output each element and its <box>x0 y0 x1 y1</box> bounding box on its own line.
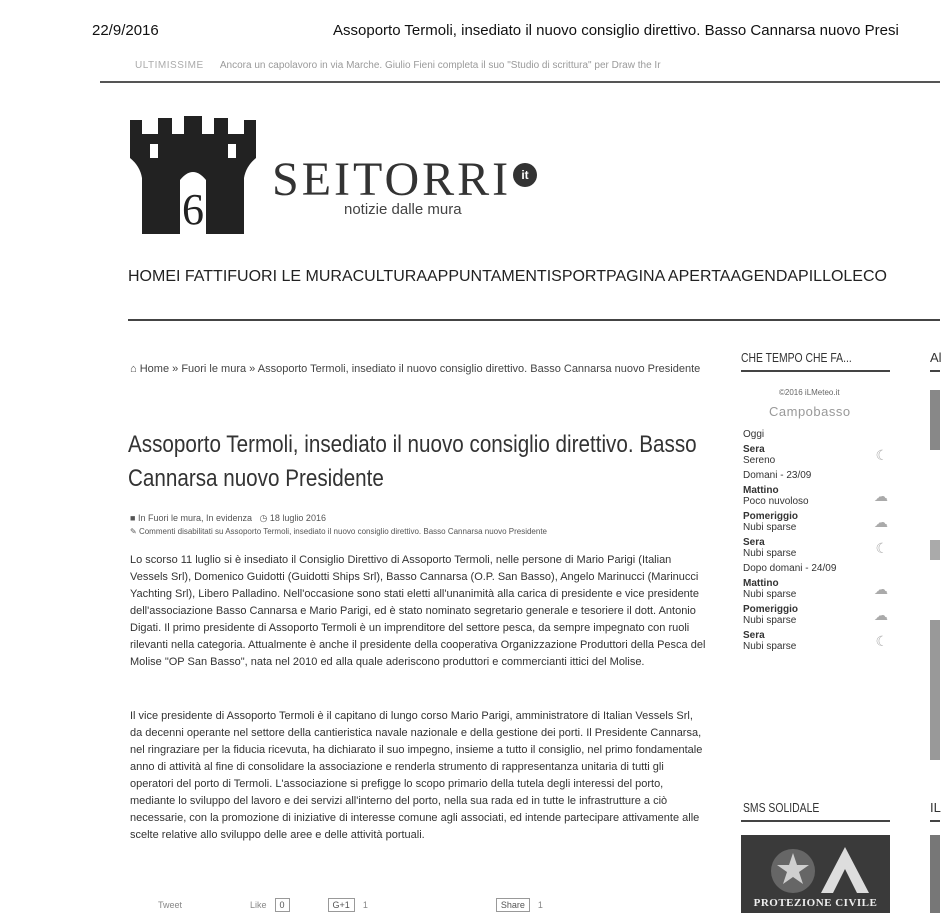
protezione-civile-label: PROTEZIONE CIVILE <box>753 897 878 909</box>
weather-widget-title: CHE TEMPO CHE FA... <box>741 350 852 365</box>
like-count: 0 <box>275 898 290 912</box>
right-column-title: Al <box>930 350 942 365</box>
article-categories[interactable]: In Fuori le mura, In evidenza <box>137 513 253 523</box>
nav-item[interactable]: CULTURA <box>352 268 427 285</box>
article-date: 18 luglio 2016 <box>269 513 326 523</box>
nav-item[interactable]: HOME <box>128 268 176 285</box>
forecast-time: Sera <box>743 630 765 641</box>
ticker-label: ULTIMISSIME <box>135 60 204 71</box>
forecast-slot <box>743 511 888 533</box>
right-column-image[interactable] <box>930 620 940 760</box>
cloud-moon-icon: ☾ <box>875 539 888 556</box>
article-title: Assoporto Termoli, insediato il nuovo consiglio direttivo. Basso Cannarsa nuovo Presidente <box>128 431 697 492</box>
forecast-description: Nubi sparse <box>743 641 797 652</box>
right-column-image[interactable] <box>930 540 940 560</box>
forecast-day-label: Oggi <box>743 429 765 440</box>
svg-text:6: 6 <box>182 185 204 234</box>
breadcrumb-section[interactable]: Fuori le mura <box>181 363 247 375</box>
forecast-time: Pomeriggio <box>743 511 799 522</box>
brand-domain-badge: it <box>513 163 537 187</box>
right-column-image[interactable] <box>930 390 940 450</box>
news-ticker[interactable] <box>135 60 661 71</box>
forecast-slot <box>743 537 888 559</box>
nav-item[interactable]: AGENDA <box>730 268 799 285</box>
share-button[interactable]: Share <box>496 898 530 912</box>
forecast-time: Sera <box>743 444 765 455</box>
navigation-divider <box>128 319 940 321</box>
forecast-time: Mattino <box>743 485 779 496</box>
main-navigation <box>128 268 940 320</box>
folder-icon: ■ <box>130 513 136 523</box>
brand-name[interactable]: SEITORRI <box>272 153 512 206</box>
cloud-icon: ☁ <box>874 513 888 530</box>
brand-tagline: notizie dalle mura <box>344 201 462 218</box>
nav-item[interactable]: PAGINA APERTA <box>605 268 731 285</box>
right-column-title: IL <box>930 800 941 815</box>
weather-copyright[interactable]: ©2016 iLMeteo.it <box>779 388 840 397</box>
clock-icon: ◷ <box>259 513 268 523</box>
forecast-description: Nubi sparse <box>743 548 797 559</box>
castle-logo-icon[interactable] <box>128 114 258 241</box>
forecast-time: Mattino <box>743 578 779 589</box>
breadcrumb: ⌂ Home » Fuori le mura » Assoporto Termoli, insediato il nuovo consiglio direttivo. Basso Cannarsa nuovo Presidente <box>130 363 701 375</box>
forecast-slot <box>743 485 888 507</box>
sms-title-divider <box>741 820 890 822</box>
header-divider <box>100 81 940 83</box>
article-paragraph: Lo scorso 11 luglio si è insediato il Consiglio Direttivo di Assoporto Termoli, nelle persone di Mario Parigi (Italian Vessels Srl), Domenico Guidotti (Guidotti Ships Srl), Basso Cannarsa (O.P. San Basso), Angelo Marinucci (Marinucci Yachting Srl), Libero Palladino. Nell'occasione sono stati eletti all'unanimità alla carica di presidente e vice presidente dell'associazione Basso Cannarsa e Mario Parigi, ed è stato nominato segretario generale e tesoriere il dott. Antonio Digati. Il primo presidente di Assoporto Termoli è un imprenditore del settore pesca, da sempre impegnato con ruoli rilevanti nella categoria. Attualmente è anche il presidente della cooperativa Organizzazione Produttori della Pesca del Molise "OP San Basso", nata nel 2010 ed alla quale aderiscono produttori e commercianti ittici del Molise. <box>130 554 706 668</box>
cloud-icon: ☁ <box>874 580 888 597</box>
share-count: 1 <box>537 900 543 910</box>
comment-icon: ✎ <box>130 527 137 536</box>
forecast-description: Nubi sparse <box>743 615 797 626</box>
print-date: 22/9/2016 <box>92 22 159 39</box>
breadcrumb-current: Assoporto Termoli, insediato il nuovo consiglio direttivo. Basso Cannarsa nuovo Presidente <box>257 363 701 375</box>
breadcrumb-home[interactable]: Home <box>139 363 170 375</box>
forecast-slot <box>743 630 888 652</box>
forecast-day-label: Domani - 23/09 <box>743 470 812 481</box>
forecast-time: Pomeriggio <box>743 604 799 615</box>
cloud-sun-icon: ☁ <box>874 487 888 504</box>
forecast-description: Sereno <box>743 455 776 466</box>
weather-title-divider <box>741 370 890 372</box>
print-page-title: Assoporto Termoli, insediato il nuovo consiglio direttivo. Basso Cannarsa nuovo Presi <box>333 22 899 39</box>
forecast-slot <box>743 604 888 626</box>
comments-status: Commenti disabilitati su Assoporto Termoli, insediato il nuovo consiglio direttivo. Basso Cannarsa nuovo Presidente <box>138 527 548 536</box>
nav-item[interactable]: I FATTI <box>176 268 228 285</box>
right-column-image[interactable] <box>930 835 940 913</box>
gplus-count: 1 <box>362 900 368 910</box>
nav-item[interactable]: APPUNTAMENTI <box>426 268 552 285</box>
forecast-slot <box>743 578 888 600</box>
weather-city[interactable]: Campobasso <box>769 404 851 419</box>
forecast-day-label: Dopo domani - 24/09 <box>743 563 837 574</box>
forecast-description: Poco nuvoloso <box>743 496 809 507</box>
nav-item[interactable]: CO <box>862 268 887 285</box>
like-button[interactable]: Like <box>250 900 267 910</box>
protezione-civile-banner[interactable] <box>741 835 890 913</box>
article-comments-meta <box>130 527 547 536</box>
ticker-text[interactable]: Ancora un capolavoro in via Marche. Giulio Fieni completa il suo "Studio di scrittura" per Draw the Ir <box>219 60 661 71</box>
forecast-slot <box>743 444 888 466</box>
tweet-button[interactable]: Tweet <box>158 900 183 910</box>
right-column-divider <box>930 370 940 372</box>
cloud-icon: ☁ <box>874 606 888 623</box>
right-column-divider <box>930 820 940 822</box>
forecast-description: Nubi sparse <box>743 589 797 600</box>
forecast-description: Nubi sparse <box>743 522 797 533</box>
home-icon[interactable]: ⌂ <box>130 363 137 375</box>
sms-solidale-title: SMS SOLIDALE <box>743 800 820 815</box>
nav-item[interactable]: FUORI LE MURA <box>227 268 353 285</box>
nav-item[interactable]: SPORT <box>551 268 606 285</box>
nav-item[interactable]: PILLOLE <box>798 268 863 285</box>
moon-icon: ☾ <box>875 446 888 463</box>
cloud-moon-icon: ☾ <box>875 632 888 649</box>
weather-forecast-list <box>743 427 888 656</box>
article-meta <box>130 513 326 524</box>
article-paragraph: Il vice presidente di Assoporto Termoli è il capitano di lungo corso Mario Parigi, amministratore di Italian Vessels Srl, da decenni operante nel settore della cantieristica navale nazionale e della gestione dei porti. Il Presidente Cannarsa, nel ringraziare per la fiducia ricevuta, ha dichiarato il suo impegno, insieme a tutto il consiglio, nel primo fondamentale anno di attività al fine di consolidare la associazione e renderla strumento di rappresentanza unitaria di tutti gli operatori del porto di Termoli. L'associazione si prefigge lo scopo primario della tutela degli interessi del porto, mediante lo sviluppo del lavoro e dei servizi all'interno del porto, nella sua rada ed in tutte le infrastrutture a ciò necessarie, con la promozione di iniziative di interesse comune agli associati, ed intende partecipare attivamente alle scelte relative allo sviluppo delle aree e delle attività portuali. <box>130 710 703 841</box>
share-bar <box>158 898 718 912</box>
gplus-button[interactable]: G+1 <box>328 898 355 912</box>
forecast-time: Sera <box>743 537 765 548</box>
